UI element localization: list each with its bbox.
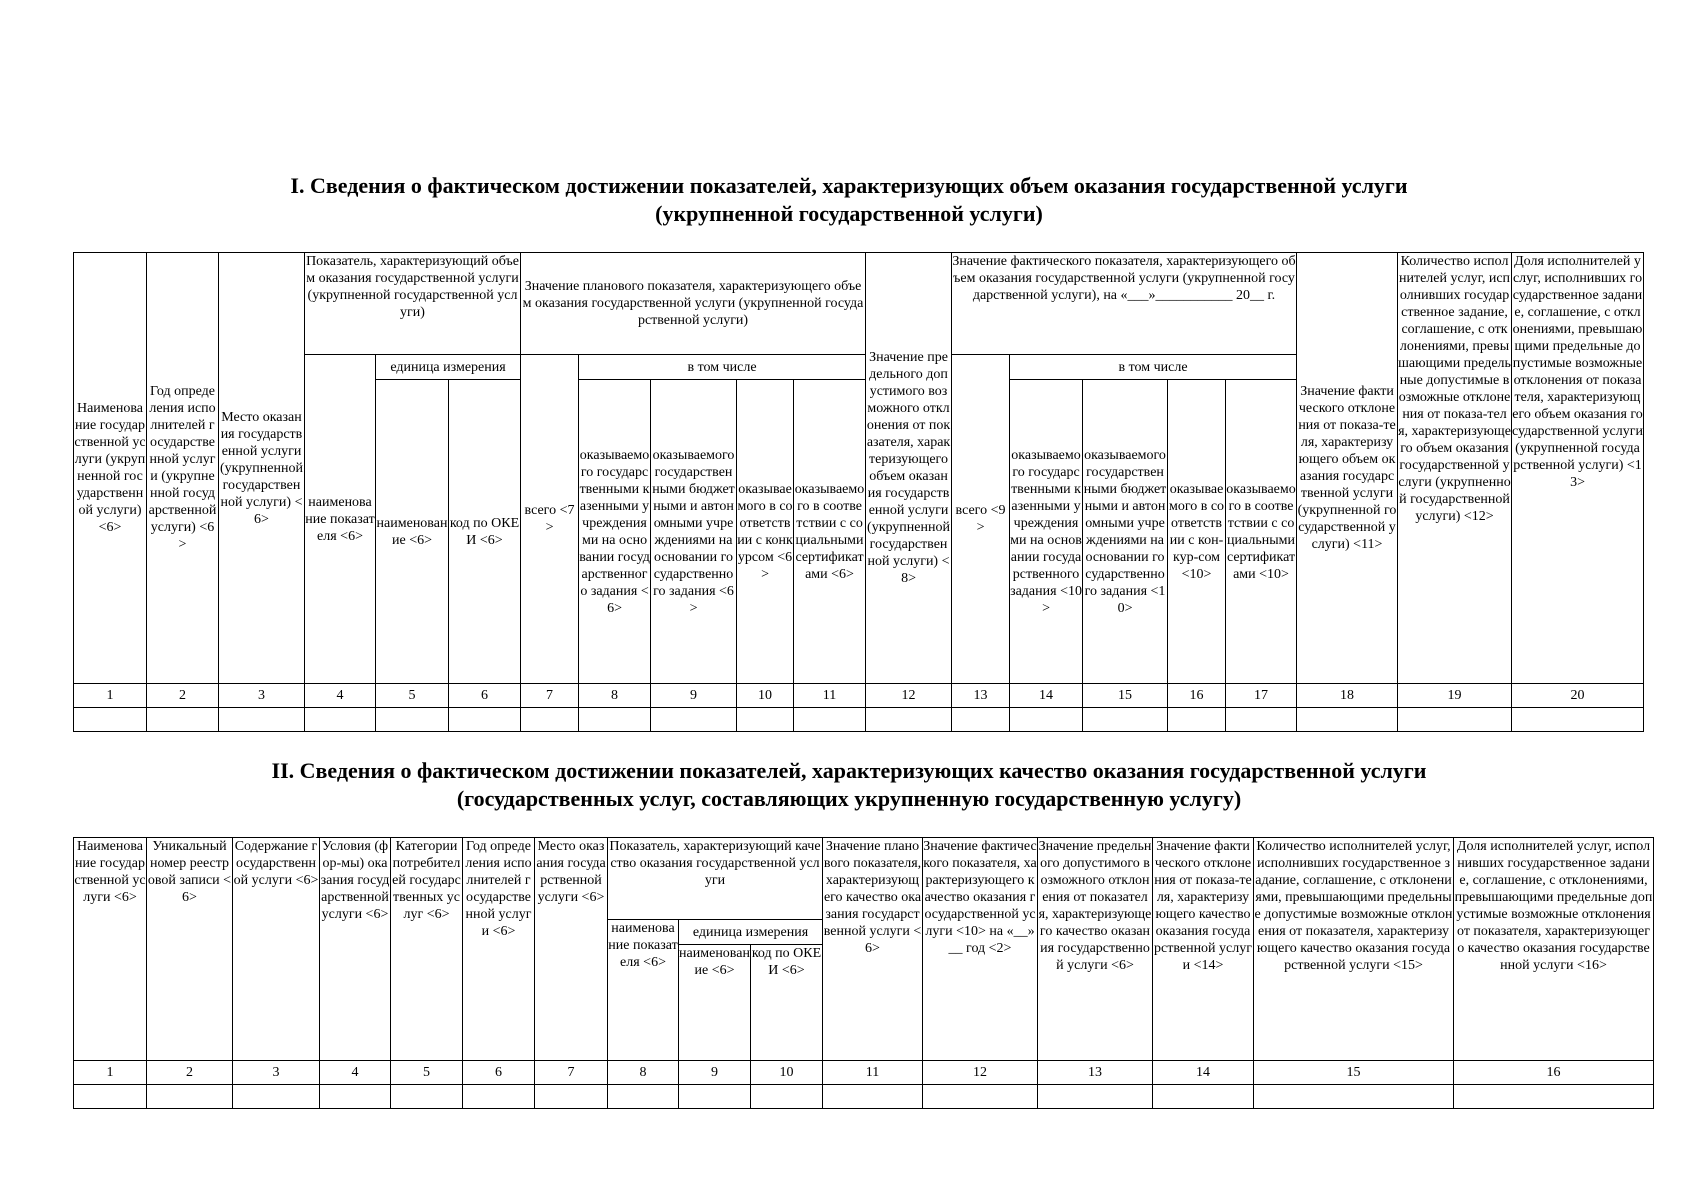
section1-title xyxy=(0,172,1698,228)
header-service-content: Содержание государственной услуги <6> xyxy=(233,838,320,1061)
header-unit-group: единица измерения xyxy=(679,920,823,945)
header-fact-deviation: Значение фактического отклонения от показа-теля, характеризующего качество оказания государственной услуги <14> xyxy=(1153,838,1254,1061)
header-consumer-categories: Категории потребителей государственных услуг <6> xyxy=(391,838,463,1061)
empty-cell[interactable] xyxy=(1038,1085,1153,1109)
empty-cell[interactable] xyxy=(147,1085,233,1109)
column-number: 19 xyxy=(1398,684,1512,708)
column-number: 15 xyxy=(1083,684,1168,708)
column-number: 10 xyxy=(737,684,794,708)
column-number: 3 xyxy=(219,684,305,708)
header-fact-value: Значение фактического показателя, характеризующего качество оказания государственной услуги <10> на «__» __ год <2> xyxy=(923,838,1038,1061)
column-number: 6 xyxy=(463,1061,535,1085)
column-number: 20 xyxy=(1512,684,1644,708)
column-number: 12 xyxy=(923,1061,1038,1085)
header-executors-share: Доля исполнителей услуг, исполнивших государственное задание, соглашение, с отклонениями, превышающими предельные допустимые возможные отклонения от показателя, характеризующего объем оказания государственной услуги (укрупненной государственной услуги) <13> xyxy=(1512,253,1644,684)
column-number: 11 xyxy=(794,684,866,708)
empty-cell[interactable] xyxy=(579,708,651,732)
column-number: 10 xyxy=(751,1061,823,1085)
column-number: 5 xyxy=(376,684,449,708)
header-unit-name: наименование <6> xyxy=(679,945,751,1061)
header-plan-state-owned: оказываемого государственными казенными учреждениями на основании государственного задания <6> xyxy=(579,380,651,684)
section2-title xyxy=(0,757,1698,813)
header-service-conditions: Условия (фор-мы) оказания государственной услуги <6> xyxy=(320,838,391,1061)
empty-cell[interactable] xyxy=(923,1085,1038,1109)
empty-cell[interactable] xyxy=(233,1085,320,1109)
column-number: 4 xyxy=(320,1061,391,1085)
empty-cell[interactable] xyxy=(651,708,737,732)
header-plan-social-certificates: оказываемого в соответствии с социальными сертификатами <6> xyxy=(794,380,866,684)
header-indicator-name: наименование показателя <6> xyxy=(608,920,679,1061)
header-fact-state-owned: оказываемого государственными казенными учреждениями на основании государственного задания <10> xyxy=(1010,380,1083,684)
header-plan-group: Значение планового показателя, характеризующего объем оказания государственной услуги (укрупненной государственной услуги) xyxy=(521,253,866,355)
column-number: 2 xyxy=(147,684,219,708)
empty-cell[interactable] xyxy=(1398,708,1512,732)
header-fact-group: Значение фактического показателя, характеризующего объем оказания государственной услуги (укрупненной государственной услуги), на «___»___________ 20__ г. xyxy=(952,253,1297,355)
column-number: 4 xyxy=(305,684,376,708)
column-number: 3 xyxy=(233,1061,320,1085)
column-number: 18 xyxy=(1297,684,1398,708)
column-number: 11 xyxy=(823,1061,923,1085)
empty-cell[interactable] xyxy=(737,708,794,732)
empty-cell[interactable] xyxy=(320,1085,391,1109)
column-number-row xyxy=(74,1061,1654,1085)
empty-cell[interactable] xyxy=(952,708,1010,732)
empty-cell[interactable] xyxy=(751,1085,823,1109)
empty-cell[interactable] xyxy=(74,1085,147,1109)
section1-title-line1: I. Сведения о фактическом достижении показателей, характеризующих объем оказания государственной услуги xyxy=(290,173,1408,198)
empty-cell[interactable] xyxy=(74,708,147,732)
header-indicator-group: Показатель, характеризующий качество оказания государственной услуги xyxy=(608,838,823,920)
empty-cell[interactable] xyxy=(1010,708,1083,732)
column-number: 16 xyxy=(1454,1061,1654,1085)
column-number: 6 xyxy=(449,684,521,708)
column-number: 16 xyxy=(1168,684,1226,708)
empty-cell[interactable] xyxy=(823,1085,923,1109)
column-number: 1 xyxy=(74,684,147,708)
header-executors-share: Доля исполнителей услуг, исполнивших государственное задание, соглашение, с отклонениями, превышающими предельные допустимые возможные отклонения от показателя, характеризующего качество оказания государственной услуги <16> xyxy=(1454,838,1654,1061)
header-service-name: Наименование государственной услуги (укрупненной государственной услуги) <6> xyxy=(74,253,147,684)
empty-cell[interactable] xyxy=(1254,1085,1454,1109)
column-number: 8 xyxy=(608,1061,679,1085)
empty-cell[interactable] xyxy=(608,1085,679,1109)
empty-cell[interactable] xyxy=(305,708,376,732)
header-fact-total: всего <9> xyxy=(952,355,1010,684)
empty-cell[interactable] xyxy=(866,708,952,732)
header-max-deviation: Значение предельного допустимого возможного отклонения от показателя, характеризующего объем оказания государственной услуги (укрупненной государственной услуги) <8> xyxy=(866,253,952,684)
quality-indicators-table xyxy=(73,837,1654,1109)
column-number: 14 xyxy=(1153,1061,1254,1085)
column-number: 7 xyxy=(535,1061,608,1085)
section2-title-line1: II. Сведения о фактическом достижении показателей, характеризующих качество оказания государственной услуги xyxy=(271,758,1427,783)
empty-cell[interactable] xyxy=(1168,708,1226,732)
empty-cell[interactable] xyxy=(463,1085,535,1109)
empty-cell[interactable] xyxy=(219,708,305,732)
header-unit-name: наименование <6> xyxy=(376,380,449,684)
header-okei-code: код по ОКЕИ <6> xyxy=(751,945,823,1061)
column-number: 9 xyxy=(679,1061,751,1085)
column-number: 15 xyxy=(1254,1061,1454,1085)
header-fact-budget-autonomous: оказываемого государственными бюджетными и автономными учреждениями на основании государственного задания <10> xyxy=(1083,380,1168,684)
volume-indicators-table xyxy=(73,252,1644,732)
section1-title-line2: (укрупненной государственной услуги) xyxy=(655,201,1043,226)
header-fact-tender: оказываемого в соответствии с кон-кур-сом <10> xyxy=(1168,380,1226,684)
header-executors-count: Количество исполнителей услуг, исполнивших государственное задание, соглашение, с отклонениями, превышающими предельные допустимые возможные отклонения от показателя, характеризующего качество оказания государственной услуги <15> xyxy=(1254,838,1454,1061)
empty-cell[interactable] xyxy=(1297,708,1398,732)
section2-title-line2: (государственных услуг, составляющих укрупненную государственную услугу) xyxy=(456,786,1242,811)
column-number: 12 xyxy=(866,684,952,708)
header-service-name: Наименование государственной услуги <6> xyxy=(74,838,147,1061)
column-number: 2 xyxy=(147,1061,233,1085)
empty-cell[interactable] xyxy=(449,708,521,732)
header-place: Место оказания государственной услуги <6> xyxy=(535,838,608,1061)
header-place: Место оказания государственной услуги (укрупненной государственной услуги) <6> xyxy=(219,253,305,684)
column-number: 1 xyxy=(74,1061,147,1085)
empty-data-row xyxy=(74,708,1644,732)
column-number: 13 xyxy=(1038,1061,1153,1085)
column-number: 13 xyxy=(952,684,1010,708)
empty-cell[interactable] xyxy=(1226,708,1297,732)
column-number: 9 xyxy=(651,684,737,708)
empty-cell[interactable] xyxy=(1083,708,1168,732)
header-plan-budget-autonomous: оказываемого государственными бюджетными и автономными учреждениями на основании государственного задания <6> xyxy=(651,380,737,684)
header-year: Год определения исполнителей государственной услуги <6> xyxy=(463,838,535,1061)
empty-cell[interactable] xyxy=(1454,1085,1654,1109)
empty-cell[interactable] xyxy=(147,708,219,732)
column-number-row xyxy=(74,684,1644,708)
empty-cell[interactable] xyxy=(391,1085,463,1109)
column-number: 17 xyxy=(1226,684,1297,708)
header-plan-value: Значение планового показателя, характеризующего качество оказания государственной услуги <6> xyxy=(823,838,923,1061)
header-plan-including: в том числе xyxy=(579,355,866,380)
column-number: 7 xyxy=(521,684,579,708)
empty-data-row xyxy=(74,1085,1654,1109)
empty-cell[interactable] xyxy=(794,708,866,732)
empty-cell[interactable] xyxy=(535,1085,608,1109)
header-executors-count: Количество исполнителей услуг, исполнивших государственное задание, соглашение, с отклонениями, превышающими предельные допустимые возможные отклонения от показа-теля, характеризующего объем оказания государственной услуги (укрупненной государственной услуги) <12> xyxy=(1398,253,1512,684)
header-registry-number: Уникальный номер реестровой записи <6> xyxy=(147,838,233,1061)
empty-cell[interactable] xyxy=(1153,1085,1254,1109)
column-number: 14 xyxy=(1010,684,1083,708)
header-plan-total: всего <7> xyxy=(521,355,579,684)
header-unit-group: единица измерения xyxy=(376,355,521,380)
column-number: 8 xyxy=(579,684,651,708)
empty-cell[interactable] xyxy=(376,708,449,732)
header-fact-deviation: Значение фактического отклонения от показа-теля, характеризующего объем оказания государственной услуги (укрупненной государственной услуги) <11> xyxy=(1297,253,1398,684)
header-fact-social-certificates: оказываемого в соответствии с социальными сертификатами <10> xyxy=(1226,380,1297,684)
empty-cell[interactable] xyxy=(1512,708,1644,732)
column-number: 5 xyxy=(391,1061,463,1085)
header-year: Год определения исполнителей государственной услуги (укрупненной государственной услуги) <6> xyxy=(147,253,219,684)
header-plan-tender: оказываемого в соответствии с конкурсом <6> xyxy=(737,380,794,684)
header-fact-including: в том числе xyxy=(1010,355,1297,380)
empty-cell[interactable] xyxy=(521,708,579,732)
header-indicator-name: наименование показателя <6> xyxy=(305,355,376,684)
empty-cell[interactable] xyxy=(679,1085,751,1109)
header-okei-code: код по ОКЕИ <6> xyxy=(449,380,521,684)
header-indicator-group: Показатель, характеризующий объем оказания государственной услуги (укрупненной государственной услуги) xyxy=(305,253,521,355)
header-max-deviation: Значение предельного допустимого возможного отклонения от показателя, характеризующего качество оказания государственной услуги <6> xyxy=(1038,838,1153,1061)
